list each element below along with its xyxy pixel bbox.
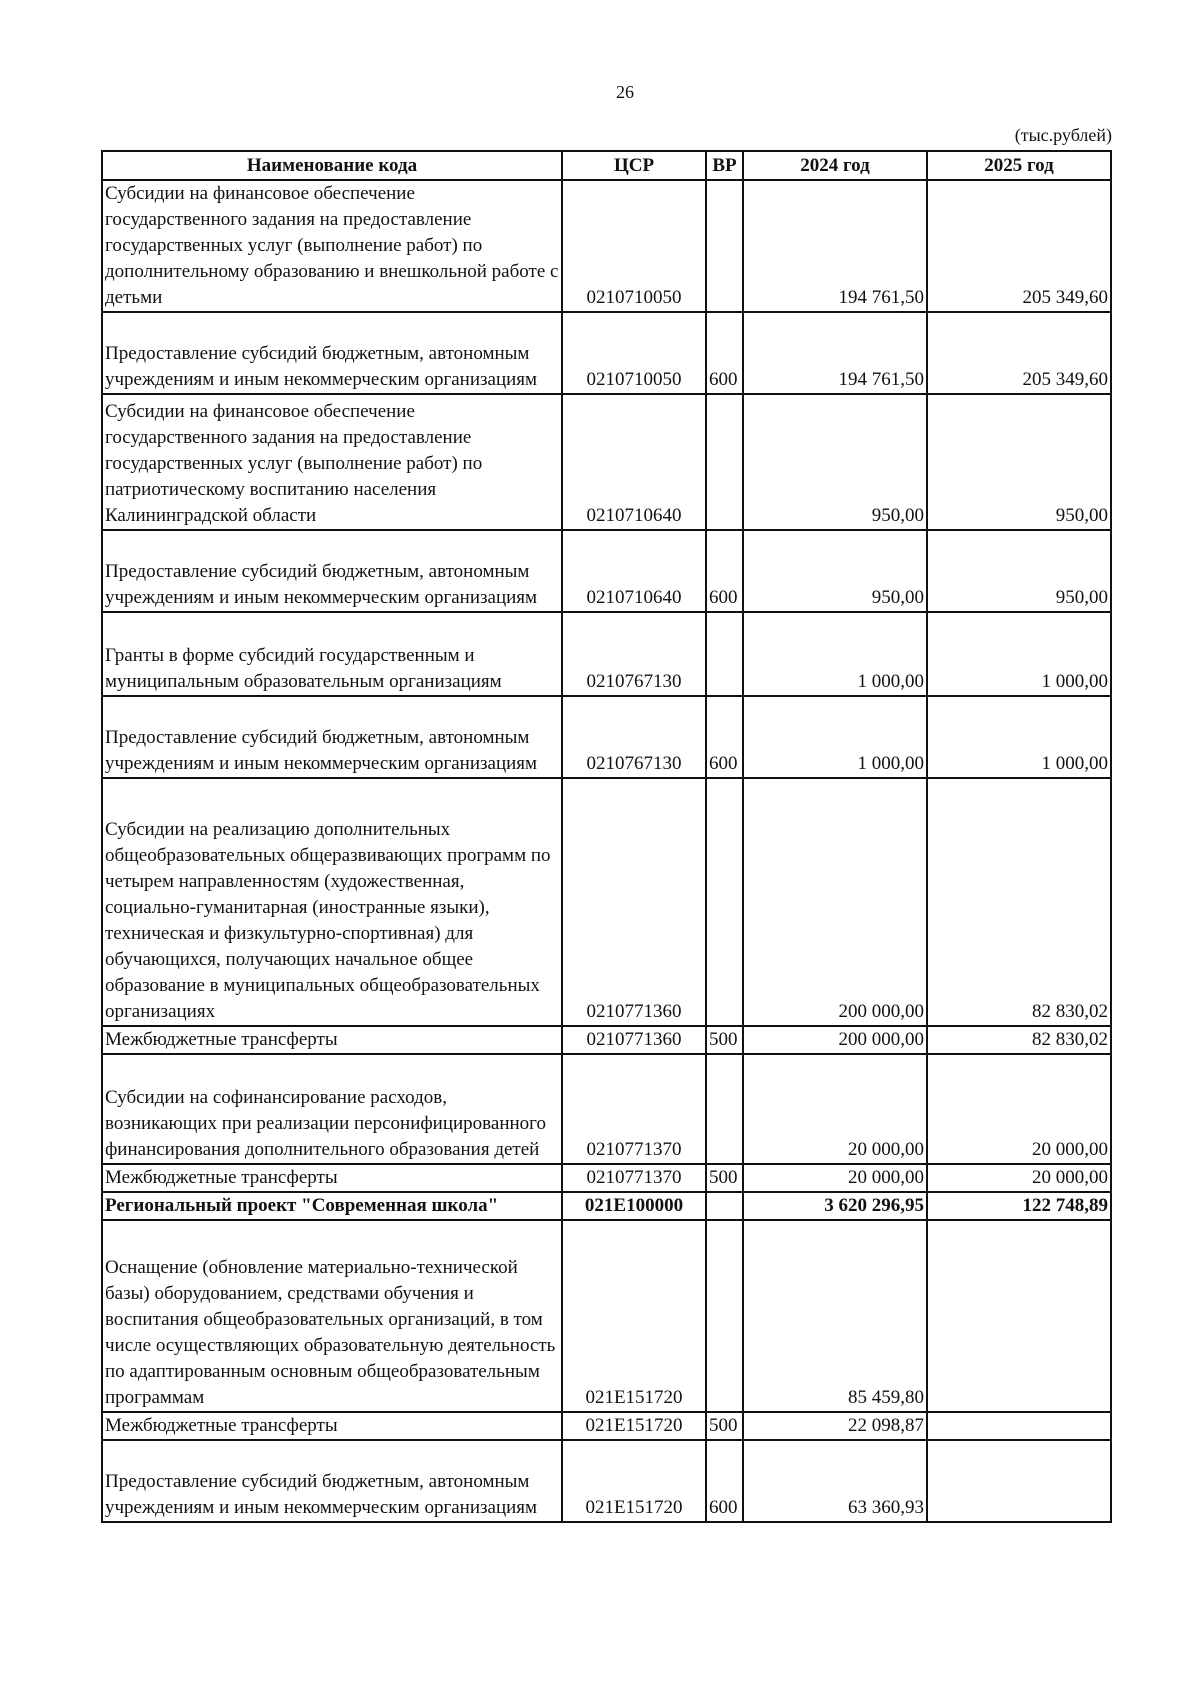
row-csr: 021E151720 xyxy=(562,1220,706,1412)
row-name: Субсидии на реализацию дополнительных общеобразовательных общеразвивающих программ по четырем направленностям (художественная, социально-гуманитарная (иностранные языки), техническая и физкультурно-спортивная) для обучающихся, получающих начальное общее образование в муниципальных общеобразовательных организациях xyxy=(102,778,562,1026)
table-row xyxy=(102,394,1111,530)
row-name: Гранты в форме субсидий государственным и муниципальным образовательным организациям xyxy=(102,612,562,696)
row-2024: 85 459,80 xyxy=(743,1220,927,1412)
row-2024: 3 620 296,95 xyxy=(743,1192,927,1220)
table-row xyxy=(102,1412,1111,1440)
row-2024: 1 000,00 xyxy=(743,612,927,696)
row-name: Предоставление субсидий бюджетным, автономным учреждениям и иным некоммерческим организациям xyxy=(102,530,562,612)
row-2025: 950,00 xyxy=(927,394,1111,530)
row-csr: 0210771360 xyxy=(562,778,706,1026)
header-name: Наименование кода xyxy=(102,151,562,180)
row-vr xyxy=(706,778,743,1026)
row-name: Межбюджетные трансферты xyxy=(102,1026,562,1054)
header-2024: 2024 год xyxy=(743,151,927,180)
row-vr xyxy=(706,1054,743,1164)
row-2025: 205 349,60 xyxy=(927,180,1111,312)
row-vr: 500 xyxy=(706,1164,743,1192)
row-2024: 200 000,00 xyxy=(743,1026,927,1054)
page-number: 26 xyxy=(616,82,634,102)
row-csr: 0210771360 xyxy=(562,1026,706,1054)
table-row xyxy=(102,180,1111,312)
row-2024: 194 761,50 xyxy=(743,180,927,312)
row-csr: 021E151720 xyxy=(562,1412,706,1440)
table-row xyxy=(102,1054,1111,1164)
row-2024: 63 360,93 xyxy=(743,1440,927,1522)
row-vr xyxy=(706,1192,743,1220)
table-row xyxy=(102,1164,1111,1192)
table-row xyxy=(102,1220,1111,1412)
row-vr: 600 xyxy=(706,312,743,394)
row-2025: 1 000,00 xyxy=(927,612,1111,696)
row-vr: 500 xyxy=(706,1412,743,1440)
row-vr xyxy=(706,394,743,530)
row-name: Субсидии на финансовое обеспечение государственного задания на предоставление государственных услуг (выполнение работ) по дополнительному образованию и внешкольной работе с детьми xyxy=(102,180,562,312)
row-2025: 82 830,02 xyxy=(927,1026,1111,1054)
row-vr: 600 xyxy=(706,696,743,778)
row-csr: 0210771370 xyxy=(562,1164,706,1192)
row-2024: 200 000,00 xyxy=(743,778,927,1026)
table-row xyxy=(102,312,1111,394)
row-csr: 0210710050 xyxy=(562,312,706,394)
header-csr: ЦСР xyxy=(562,151,706,180)
row-csr: 0210771370 xyxy=(562,1054,706,1164)
table-row xyxy=(102,612,1111,696)
row-2025: 1 000,00 xyxy=(927,696,1111,778)
table-row xyxy=(102,696,1111,778)
row-2025 xyxy=(927,1412,1111,1440)
header-vr: ВР xyxy=(706,151,743,180)
row-vr xyxy=(706,1220,743,1412)
table-row xyxy=(102,1192,1111,1220)
row-vr: 500 xyxy=(706,1026,743,1054)
row-name: Межбюджетные трансферты xyxy=(102,1412,562,1440)
row-csr: 021E100000 xyxy=(562,1192,706,1220)
table-header-row xyxy=(102,151,1111,180)
row-name: Предоставление субсидий бюджетным, автономным учреждениям и иным некоммерческим организациям xyxy=(102,312,562,394)
row-2025: 950,00 xyxy=(927,530,1111,612)
row-2025 xyxy=(927,1220,1111,1412)
row-name: Оснащение (обновление материально-технической базы) оборудованием, средствами обучения и воспитания общеобразовательных организаций, в том числе осуществляющих образовательную деятельность по адаптированным основным общеобразовательным программам xyxy=(102,1220,562,1412)
row-2025: 122 748,89 xyxy=(927,1192,1111,1220)
budget-table xyxy=(101,150,1112,1523)
units-label: (тыс.рублей) xyxy=(1014,125,1112,145)
row-2024: 950,00 xyxy=(743,530,927,612)
row-name: Субсидии на софинансирование расходов, возникающих при реализации персонифицированного финансирования дополнительного образования детей xyxy=(102,1054,562,1164)
table-row xyxy=(102,1440,1111,1522)
row-name: Предоставление субсидий бюджетным, автономным учреждениям и иным некоммерческим организациям xyxy=(102,696,562,778)
row-2024: 1 000,00 xyxy=(743,696,927,778)
row-csr: 0210710640 xyxy=(562,394,706,530)
row-csr: 0210767130 xyxy=(562,696,706,778)
row-2024: 20 000,00 xyxy=(743,1054,927,1164)
row-2024: 950,00 xyxy=(743,394,927,530)
row-vr: 600 xyxy=(706,530,743,612)
row-csr: 0210767130 xyxy=(562,612,706,696)
row-csr: 0210710050 xyxy=(562,180,706,312)
table-row xyxy=(102,778,1111,1026)
row-vr xyxy=(706,180,743,312)
row-vr xyxy=(706,612,743,696)
row-name: Межбюджетные трансферты xyxy=(102,1164,562,1192)
header-2025: 2025 год xyxy=(927,151,1111,180)
row-name: Региональный проект "Современная школа" xyxy=(102,1192,562,1220)
row-2024: 22 098,87 xyxy=(743,1412,927,1440)
row-2025: 82 830,02 xyxy=(927,778,1111,1026)
row-2024: 20 000,00 xyxy=(743,1164,927,1192)
row-csr: 0210710640 xyxy=(562,530,706,612)
row-2025: 20 000,00 xyxy=(927,1164,1111,1192)
table-row xyxy=(102,1026,1111,1054)
row-vr: 600 xyxy=(706,1440,743,1522)
row-2025 xyxy=(927,1440,1111,1522)
row-2024: 194 761,50 xyxy=(743,312,927,394)
row-csr: 021E151720 xyxy=(562,1440,706,1522)
row-2025: 20 000,00 xyxy=(927,1054,1111,1164)
row-2025: 205 349,60 xyxy=(927,312,1111,394)
row-name: Предоставление субсидий бюджетным, автономным учреждениям и иным некоммерческим организациям xyxy=(102,1440,562,1522)
table-row xyxy=(102,530,1111,612)
row-name: Субсидии на финансовое обеспечение государственного задания на предоставление государственных услуг (выполнение работ) по патриотическому воспитанию населения Калининградской области xyxy=(102,394,562,530)
